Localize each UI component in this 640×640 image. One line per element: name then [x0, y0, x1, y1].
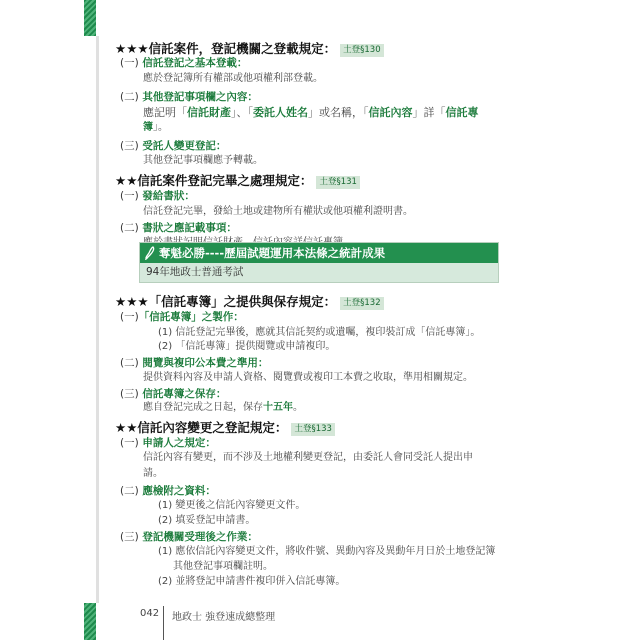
banner-header: [140, 243, 498, 263]
item-body: 請。: [143, 468, 163, 479]
item-title: 書狀之應記載事項：: [142, 222, 237, 234]
item-label: [120, 356, 268, 370]
item-label: [120, 90, 258, 104]
item-number: (三): [120, 140, 139, 152]
importance-stars: ★★: [115, 420, 138, 435]
item-label: [120, 221, 237, 235]
text: 」詳「: [412, 106, 446, 119]
item-title: 其他登記事項欄之內容：: [142, 91, 258, 103]
item-label: [120, 530, 258, 544]
importance-stars: ★★: [115, 173, 138, 188]
importance-stars: ★★★: [115, 294, 149, 309]
sub-item-continuation: 其他登記事項欄註明。: [173, 561, 273, 572]
item-body: 提供資料內容及申請人資格、閱覽費或複印工本費之收取，準用相關規定。: [143, 372, 473, 383]
item-label: [120, 310, 244, 324]
importance-stars: ★★★: [115, 41, 149, 56]
sub-item-number: (1): [158, 546, 173, 557]
item-title: 申請人之規定：: [142, 437, 216, 449]
sub-item-number: (2): [158, 576, 173, 587]
highlight: 委託人姓名: [253, 106, 308, 119]
highlight: 簿: [143, 122, 153, 133]
item-number: (二): [120, 91, 139, 103]
item-title: 信託專簿之保存：: [142, 388, 227, 400]
item-number: (二): [120, 222, 139, 234]
sub-item-text: 「信託專簿」提供閱覽或申請複印。: [175, 341, 336, 352]
law-reference-tag: 土登§133: [291, 423, 334, 436]
sub-item: [158, 575, 345, 589]
item-title: 受託人變更登記：: [142, 140, 227, 152]
item-label: [120, 436, 216, 450]
law-reference-tag: 土登§130: [340, 44, 383, 57]
item-title: 登記機關受理後之作業：: [142, 531, 258, 543]
page-number: 042: [140, 608, 160, 619]
sub-item: [158, 499, 305, 513]
text: 應自登記完成之日起，保存: [143, 402, 263, 413]
banner-title: 奪魁必勝----歷屆試題運用本法條之統計成果: [159, 246, 386, 260]
item-title: 閱覽與複印公本費之準用：: [142, 357, 269, 369]
text: 」。: [153, 122, 168, 133]
sub-item-text: 應依信託內容變更文件，將收件號、異動內容及異動年月日於土地登記簿: [175, 546, 496, 557]
item-title: 信託登記之基本登載：: [142, 57, 248, 69]
item-label: [120, 387, 226, 401]
item-label: [120, 189, 195, 203]
text: 」、「: [231, 106, 253, 119]
section-heading: [115, 295, 384, 310]
sub-item-number: (2): [158, 515, 173, 526]
section-title: 信託案件登記完畢之處理規定：: [137, 173, 313, 188]
item-number: (三): [120, 531, 139, 543]
item-body: [143, 106, 479, 120]
item-body: 其他登記事項欄應予轉載。: [143, 155, 263, 166]
section-title: 信託案件，登記機關之登載規定：: [148, 41, 337, 56]
page-footer: [0, 606, 640, 640]
item-number: (二): [120, 485, 139, 497]
item-label: [120, 139, 226, 153]
sub-item: [158, 340, 335, 354]
section-heading: [115, 42, 384, 57]
sub-item-text: 變更後之信託內容變更文件。: [175, 500, 306, 511]
sub-item-number: (1): [158, 500, 173, 511]
exam-name: 94年地政士普通考試: [140, 263, 498, 282]
law-reference-tag: 土登§132: [340, 297, 383, 310]
book-title: 地政士 強登速成總整理: [172, 612, 276, 623]
item-number: (一): [120, 311, 139, 323]
law-reference-tag: 土登§131: [316, 176, 359, 189]
text: 。: [293, 402, 303, 413]
exam-statistics-banner: [139, 242, 499, 283]
item-body: [143, 401, 303, 415]
pen-nib-icon: [144, 246, 156, 260]
sub-item-text: 信託登記完畢後，應就其信託契約或遺囑，複印裝訂成「信託專簿」。: [175, 327, 481, 338]
text: 」或名稱，「: [308, 106, 369, 119]
item-body: [143, 121, 168, 135]
section-title: 「信託專簿」之提供與保存規定：: [148, 294, 337, 309]
item-number: (一): [120, 437, 139, 449]
highlight: 信託專: [445, 106, 479, 119]
text: 應記明「: [143, 106, 187, 119]
item-number: (一): [120, 57, 139, 69]
item-number: (三): [120, 388, 139, 400]
item-label: [120, 56, 247, 70]
item-body: 信託內容有變更，而不涉及土地權利變更登記，由委託人會同受託人提出申: [143, 452, 473, 463]
item-number: (二): [120, 357, 139, 369]
sub-item: [158, 514, 255, 528]
sub-item: [158, 326, 480, 340]
item-title: 應檢附之資料：: [142, 485, 216, 497]
section-heading: [115, 421, 335, 436]
item-number: (一): [120, 190, 139, 202]
highlight: 信託財產: [187, 106, 231, 119]
item-title: 發給書狀：: [142, 190, 195, 202]
highlight: 信託內容: [368, 106, 413, 119]
item-title: 「信託專簿」之製作：: [138, 311, 244, 323]
sub-item-number: (1): [158, 327, 173, 338]
item-body: 應於登記簿所有權部或他項權利部登載。: [143, 73, 323, 84]
section-heading: [115, 174, 360, 189]
sub-item: [158, 545, 495, 559]
footer-divider: [163, 606, 164, 640]
section-title: 信託內容變更之登記規定：: [137, 420, 288, 435]
item-body: 信託登記完畢，發給土地或建物所有權狀或他項權利證明書。: [143, 206, 413, 217]
highlight: 十五年: [263, 402, 293, 413]
sub-item-text: 填妥登記申請書。: [175, 515, 256, 526]
sub-item-number: (2): [158, 341, 173, 352]
item-label: [120, 484, 216, 498]
sub-item-text: 並將登記申請書件複印併入信託專簿。: [175, 576, 346, 587]
